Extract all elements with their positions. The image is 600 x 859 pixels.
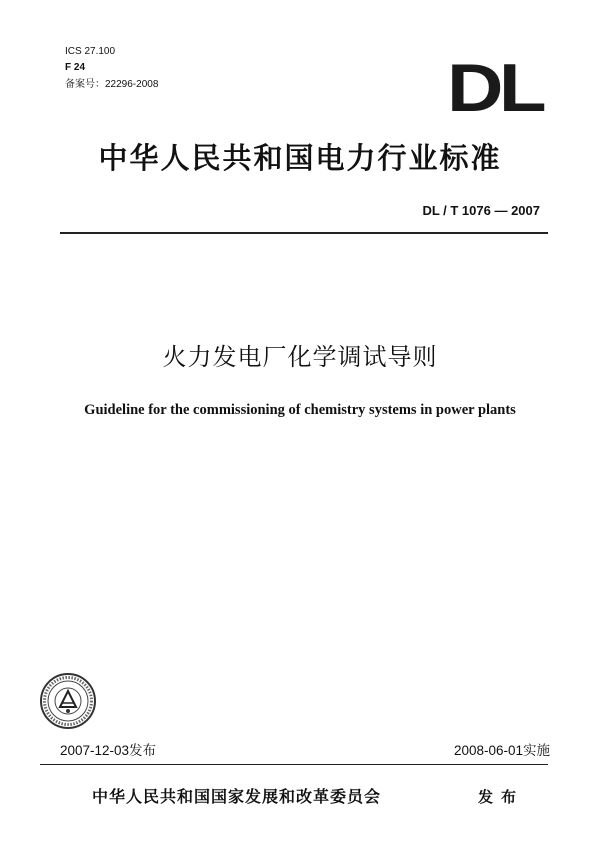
filing-number: 备案号：22296-2008 bbox=[65, 79, 159, 90]
document-title-en: Guideline for the commissioning of chemistry systems in power plants bbox=[84, 402, 516, 418]
effective-date: 2008-06-01实施 bbox=[453, 743, 550, 758]
document-title-zh: 火力发电厂化学调试导则 bbox=[162, 343, 438, 371]
standard-number: DL / T 1076 — 2007 bbox=[422, 203, 540, 218]
publish-label: 发布 bbox=[478, 788, 525, 806]
issue-date: 2007-12-03发布 bbox=[60, 743, 157, 758]
dl-logo: DL bbox=[446, 50, 542, 126]
standard-body-title: 中华人民共和国电力行业标准 bbox=[98, 141, 502, 175]
ics-code: ICS 27.100 bbox=[65, 46, 116, 57]
footer-divider bbox=[40, 764, 548, 765]
header-divider bbox=[60, 232, 548, 234]
issuing-authority: 中华人民共和国国家发展和改革委员会 bbox=[92, 787, 382, 806]
publisher-seal-icon bbox=[38, 671, 98, 731]
category-code: F 24 bbox=[65, 62, 86, 73]
